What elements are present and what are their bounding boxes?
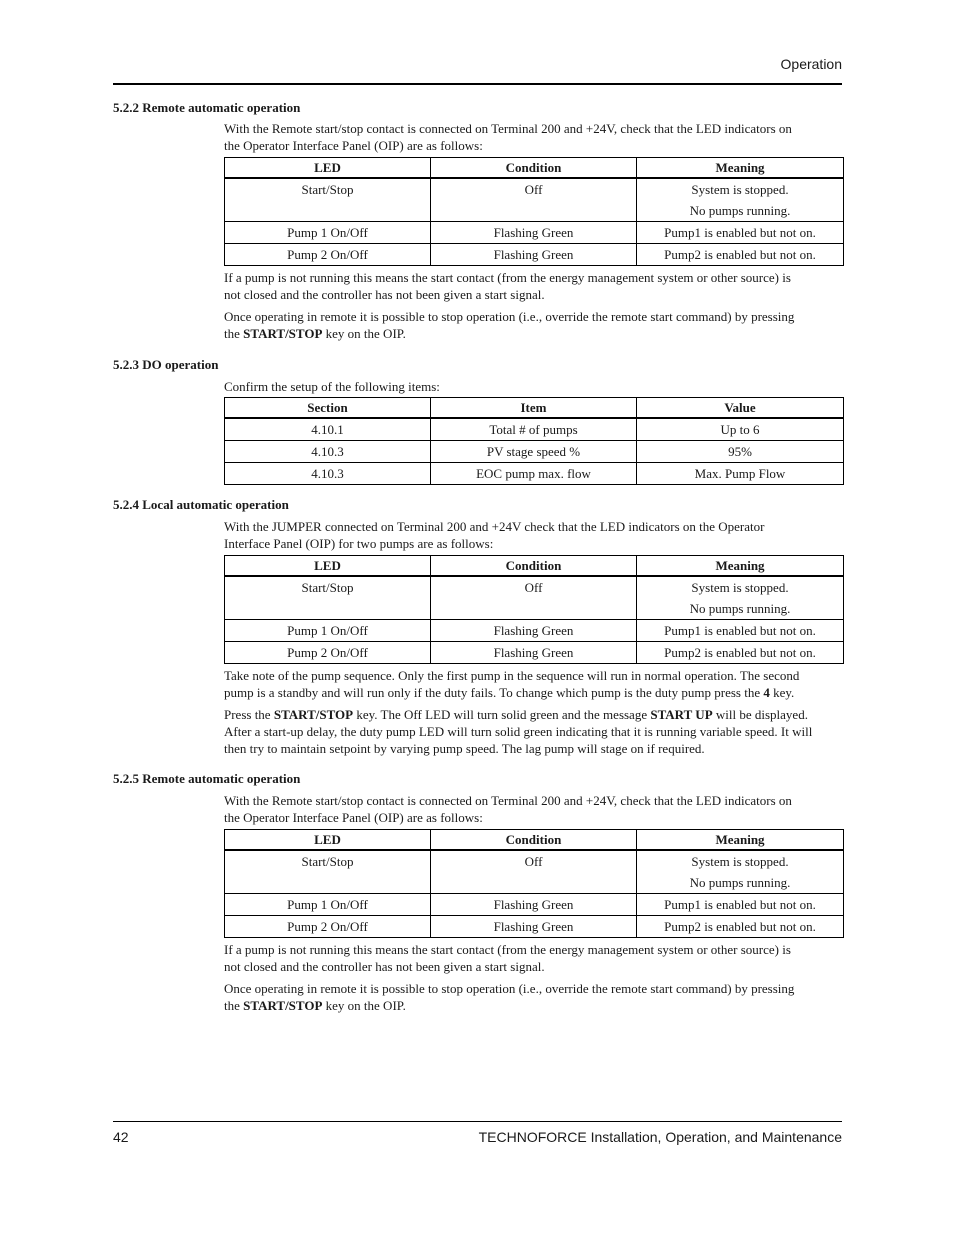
table-row: 4.10.3 EOC pump max. flow Max. Pump Flow [225,463,844,485]
table-row: Pump 2 On/Off Flashing Green Pump2 is enabled but not on. [225,642,844,664]
footer-title: TECHNOFORCE Installation, Operation, and Maintenance [478,1129,842,1145]
section-heading-5-2-2: 5.2.2 Remote automatic operation [113,100,301,115]
table-row: Start/Stop Off System is stopped. No pumps running. [225,576,844,620]
led-table-5-2-4 [224,555,844,664]
running-header: Operation [780,56,842,72]
paragraph-note-5-2-5: If a pump is not running this means the start contact (from the energy management system or other source) is not closed and the controller has not been given a start signal. [224,942,791,974]
paragraph-stop-5-2-2: Once operating in remote it is possible to stop operation (i.e., override the remote start command) by pressing the START/STOP key on the OIP. [224,309,795,341]
col-header-meaning: Meaning [637,158,844,179]
led-table-5-2-5 [224,829,844,938]
paragraph-press-5-2-4: Press the START/STOP key. The Off LED will turn solid green and the message START UP will be displayed. After a start-up delay, the duty pump LED will turn solid green indicating that it is running variable speed. It will then try to maintain setpoint by varying pump speed. The lag pump will stage on if required. [224,707,813,756]
col-header-meaning: Meaning [637,556,844,577]
paragraph-note-5-2-2: If a pump is not running this means the start contact (from the energy management system or other source) is not closed and the controller has not been given a start signal. [224,270,791,302]
col-header-section: Section [225,398,431,419]
footer-rule [113,1121,842,1122]
paragraph-intro-5-2-5: With the Remote start/stop contact is connected on Terminal 200 and +24V, check that the LED indicators on the Operator Interface Panel (OIP) are as follows: [224,793,792,825]
table-row: Pump 2 On/Off Flashing Green Pump2 is enabled but not on. [225,916,844,938]
col-header-led: LED [225,556,431,577]
col-header-value: Value [637,398,844,419]
col-header-condition: Condition [431,830,637,851]
section-heading-5-2-5: 5.2.5 Remote automatic operation [113,771,301,786]
table-row: 4.10.3 PV stage speed % 95% [225,441,844,463]
col-header-condition: Condition [431,556,637,577]
section-heading-5-2-4: 5.2.4 Local automatic operation [113,497,289,512]
page-number: 42 [113,1129,129,1145]
table-row: Pump 1 On/Off Flashing Green Pump1 is enabled but not on. [225,894,844,916]
paragraph-stop-5-2-5: Once operating in remote it is possible to stop operation (i.e., override the remote start command) by pressing the START/STOP key on the OIP. [224,981,795,1013]
table-row: Pump 1 On/Off Flashing Green Pump1 is enabled but not on. [225,620,844,642]
table-row: 4.10.1 Total # of pumps Up to 6 [225,418,844,441]
section-heading-5-2-3: 5.2.3 DO operation [113,357,219,372]
table-row: Start/Stop Off System is stopped. No pumps running. [225,178,844,222]
col-header-item: Item [431,398,637,419]
col-header-led: LED [225,830,431,851]
paragraph-sequence-5-2-4: Take note of the pump sequence. Only the first pump in the sequence will run in normal operation. The second pump is a standby and will run only if the duty fails. To change which pump is the duty pump press the 4 key. [224,668,800,700]
table-row: Pump 1 On/Off Flashing Green Pump1 is enabled but not on. [225,222,844,244]
header-rule [113,83,842,85]
setup-table-5-2-3 [224,397,844,485]
paragraph-intro-5-2-4: With the JUMPER connected on Terminal 200 and +24V check that the LED indicators on the Operator Interface Panel (OIP) for two pumps are as follows: [224,519,765,551]
col-header-led: LED [225,158,431,179]
col-header-meaning: Meaning [637,830,844,851]
table-row: Start/Stop Off System is stopped. No pumps running. [225,850,844,894]
paragraph-intro-5-2-2: With the Remote start/stop contact is connected on Terminal 200 and +24V, check that the LED indicators on the Operator Interface Panel (OIP) are as follows: [224,121,792,153]
col-header-condition: Condition [431,158,637,179]
table-row: Pump 2 On/Off Flashing Green Pump2 is enabled but not on. [225,244,844,266]
led-table-5-2-2 [224,157,844,266]
paragraph-intro-5-2-3: Confirm the setup of the following items: [224,379,440,394]
